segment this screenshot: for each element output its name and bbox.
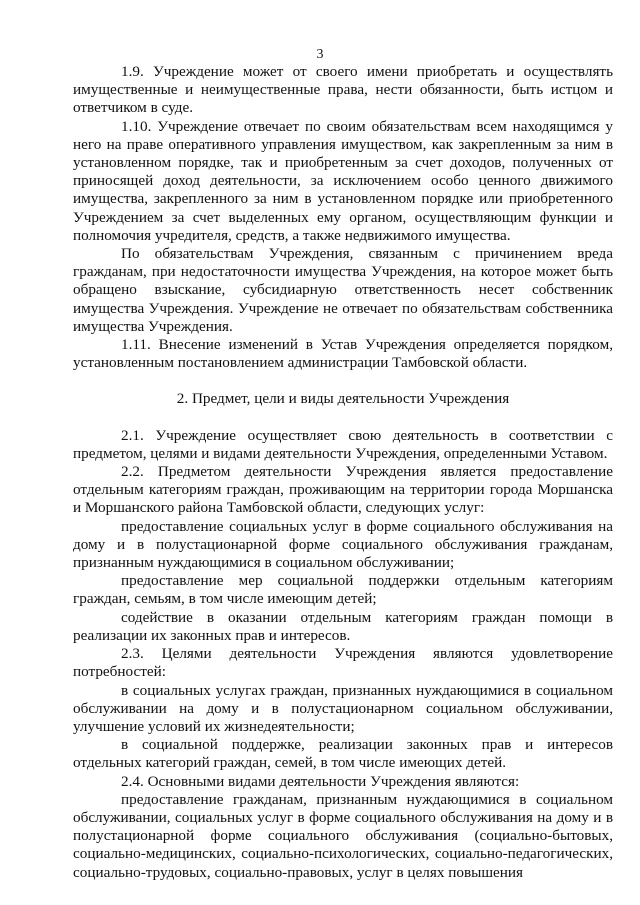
paragraph-2-2: 2.2. Предметом деятельности Учреждения является предоставление отдельным категориям граждан, проживающим на территории города Моршанска и Моршанского района Тамбовской области, следующих услуг: — [73, 463, 613, 517]
paragraph-2-4-item-1: предоставление гражданам, признанным нуждающимися в социальном обслуживании, социальных услуг в форме социального обслуживания на дому и в полустационарной форме социального обслуживания (социально-бытовых, социально-медицинских, социально-психологических, социально-педагогических, социально-трудовых, социально-правовых, услуг в целях повышения — [73, 790, 613, 881]
paragraph-2-4: 2.4. Основными видами деятельности Учреждения являются: — [121, 772, 520, 790]
paragraph-2-2-item-2: предоставление мер социальной поддержки отдельным категориям граждан, семьям, в том числе имеющим детей; — [73, 572, 613, 608]
paragraph-1-10: 1.10. Учреждение отвечает по своим обязательствам всем находящимся у него на праве оперативного управления имуществом, как закрепленным за ним в установленном порядке, так и приобретенным за счет доходов, полученных от приносящей доход деятельности, за исключением особо ценного движимого имущества, закрепленного за ним в установленном порядке или приобретенного Учреждением за счет выделенных ему органом, осуществляющим функции и полномочия учредителя, средств, а также недвижимого имущества. — [73, 117, 613, 244]
paragraph-2-3: 2.3. Целями деятельности Учреждения являются удовлетворение потребностей: — [73, 645, 613, 681]
paragraph-1-9: 1.9. Учреждение может от своего имени приобретать и осуществлять имущественные и неимущественные права, нести обязанности, быть истцом и ответчиком в суде. — [73, 63, 613, 117]
page-number: 3 — [316, 47, 324, 62]
paragraph-2-2-item-1: предоставление социальных услуг в форме социального обслуживания на дому и в полустационарной форме социального обслуживания гражданам, признанным нуждающимися в социальном обслуживании; — [73, 517, 613, 572]
paragraph-2-3-item-2: в социальной поддержке, реализации законных прав и интересов отдельных категорий граждан, семей, в том числе имеющих детей. — [73, 736, 613, 772]
paragraph-2-1: 2.1. Учреждение осуществляет свою деятельность в соответствии с предметом, целями и видами деятельности Учреждения, определенными Уставом. — [73, 426, 613, 462]
paragraph-2-3-item-1: в социальных услугах граждан, признанных нуждающимися в социальном обслуживании на дому и в полустационарном социальном обслуживании, улучшение условий их жизнедеятельности; — [73, 681, 613, 735]
paragraph-2-2-item-3: содействие в оказании отдельным категориям граждан помощи в реализации их законных прав и интересов. — [73, 608, 613, 644]
section-heading-2: 2. Предмет, цели и виды деятельности Учреждения — [176, 390, 510, 408]
paragraph-1-11: 1.11. Внесение изменений в Устав Учреждения определяется порядком, установленным постановлением администрации Тамбовской области. — [73, 336, 613, 372]
document-body — [73, 63, 613, 882]
paragraph-liability: По обязательствам Учреждения, связанным с причинением вреда гражданам, при недостаточности имущества Учреждения, на которое может быть обращено взыскание, субсидиарную ответственность несет собственник имущества Учреждения. Учреждение не отвечает по обязательствам собственника имущества Учреждения. — [73, 245, 613, 335]
